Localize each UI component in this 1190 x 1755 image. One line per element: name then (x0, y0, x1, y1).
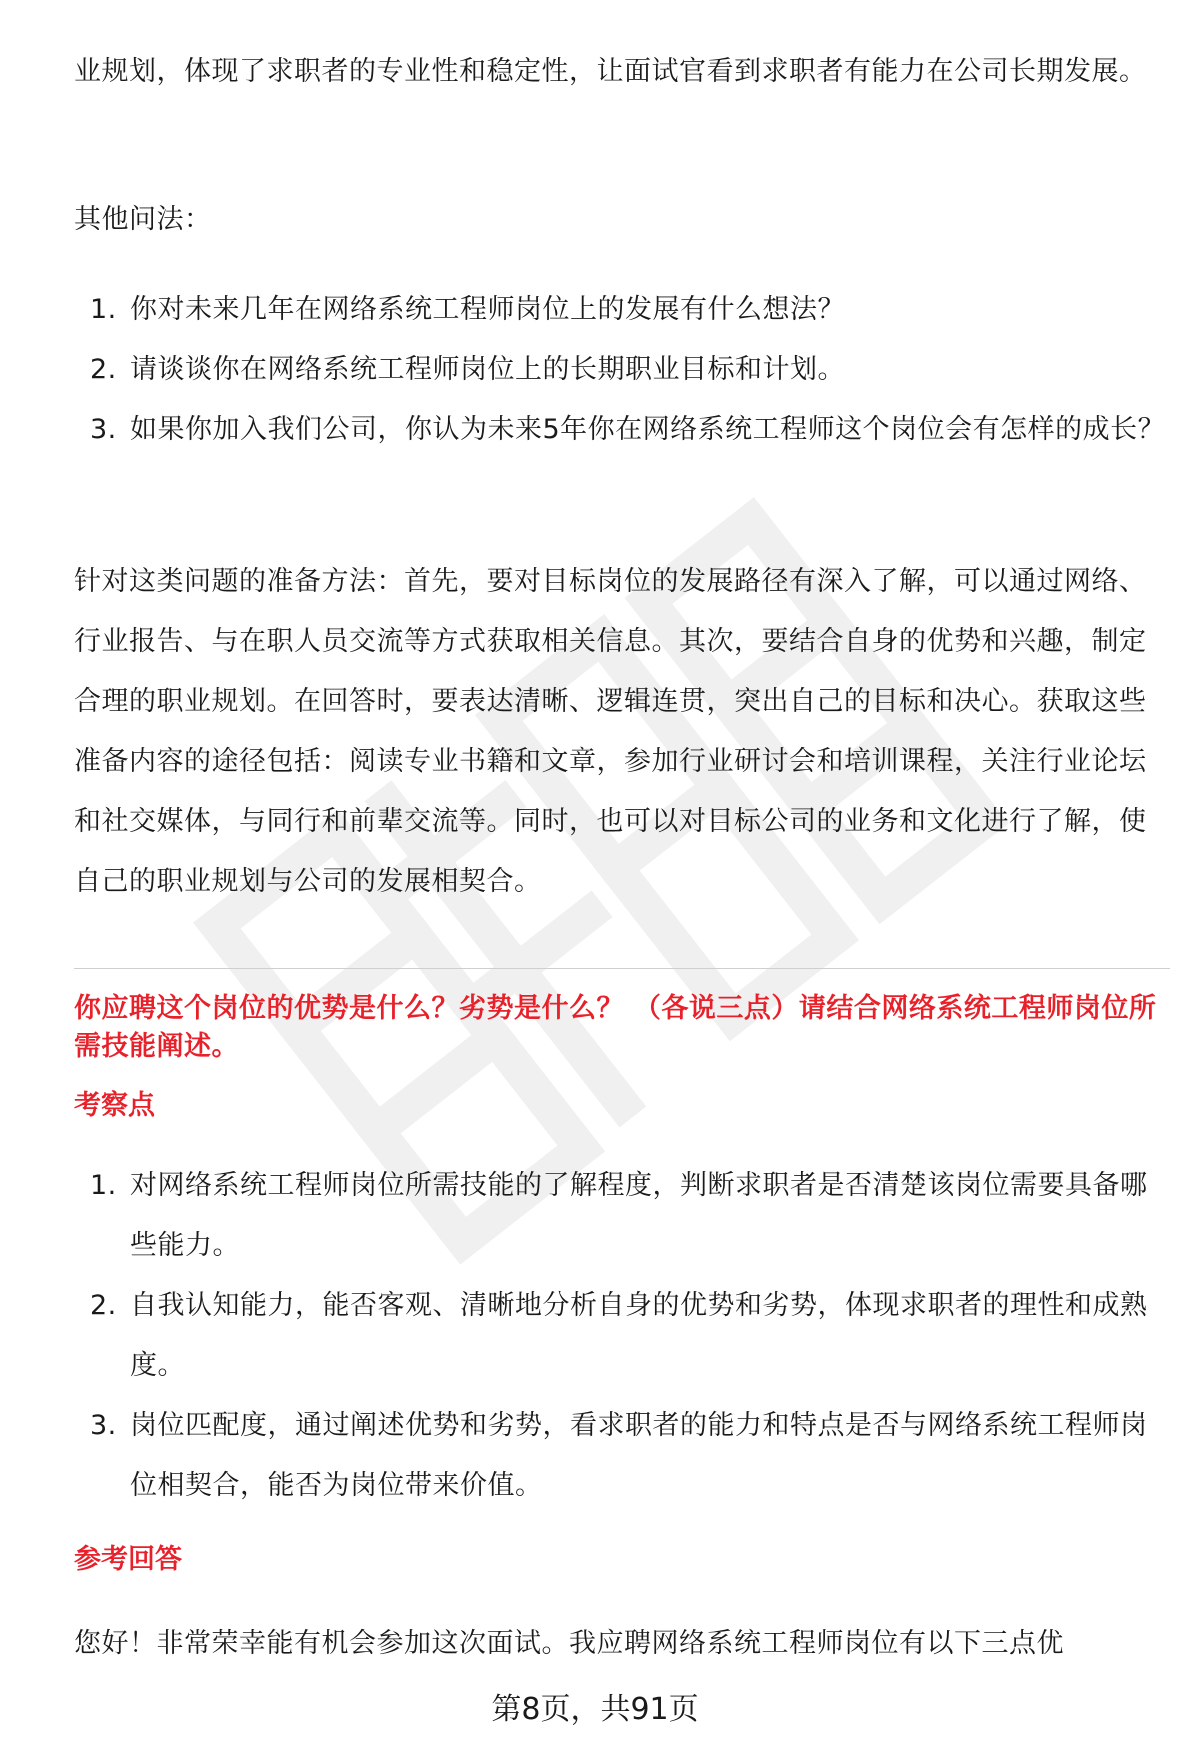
list-item (74, 340, 1170, 400)
list-item (74, 280, 1170, 340)
exam-points-heading: 考察点 (74, 1090, 155, 1121)
list-item-text: 你对未来几年在网络系统工程师岗位上的发展有什么想法？ (130, 294, 845, 325)
list-item-text: 请谈谈你在网络系统工程师岗位上的长期职业目标和计划。 (130, 354, 845, 385)
list-item-text: 岗位匹配度，通过阐述优势和劣势，看求职者的能力和特点是否与网络系统工程师岗位相契合，能否为岗位带来价值。 (130, 1410, 1148, 1501)
list-item-number: 2. (90, 1290, 117, 1321)
list-item-text: 自我认知能力，能否客观、清晰地分析自身的优势和劣势，体现求职者的理性和成熟度。 (130, 1290, 1148, 1381)
list-item (74, 1276, 1170, 1396)
reference-answer-paragraph: 您好！非常荣幸能有机会参加这次面试。我应聘网络系统工程师岗位有以下三点优 (74, 1628, 1064, 1659)
list-item-text: 如果你加入我们公司，你认为未来5年你在网络系统工程师这个岗位会有怎样的成长？ (130, 414, 1166, 445)
page-footer: 第8页，共91页 (491, 1692, 699, 1727)
preparation-paragraph: 针对这类问题的准备方法：首先，要对目标岗位的发展路径有深入了解，可以通过网络、行业报告、与在职人员交流等方式获取相关信息。其次，要结合自身的优势和兴趣，制定合理的职业规划。在回答时，要表达清晰、逻辑连贯，突出自己的目标和决心。获取这些准备内容的途径包括：阅读专业书籍和文章，参加行业研讨会和培训课程，关注行业论坛和社交媒体，与同行和前辈交流等。同时，也可以对目标公司的业务和文化进行了解，使自己的职业规划与公司的发展相契合。 (74, 566, 1147, 897)
list-item-text: 对网络系统工程师岗位所需技能的了解程度，判断求职者是否清楚该岗位需要具备哪些能力。 (130, 1170, 1148, 1261)
exam-points-list (74, 1156, 1170, 1516)
list-item-number: 2. (90, 354, 117, 385)
list-item (74, 1396, 1170, 1516)
reference-answer-heading: 参考回答 (74, 1544, 182, 1575)
list-item-number: 1. (90, 294, 117, 325)
intro-paragraph: 业规划，体现了求职者的专业性和稳定性，让面试官看到求职者有能力在公司长期发展。 (74, 56, 1147, 87)
list-item (74, 1156, 1170, 1276)
list-item (74, 400, 1170, 460)
list-item-number: 3. (90, 1410, 117, 1441)
list-item-number: 1. (90, 1170, 117, 1201)
other-questions-heading: 其他问法： (74, 204, 212, 235)
list-item-number: 3. (90, 414, 117, 445)
section-divider (74, 968, 1170, 969)
question-title: 你应聘这个岗位的优势是什么？劣势是什么？ （各说三点）请结合网络系统工程师岗位所需技能阐述。 (74, 993, 1157, 1062)
other-questions-list (74, 280, 1170, 460)
